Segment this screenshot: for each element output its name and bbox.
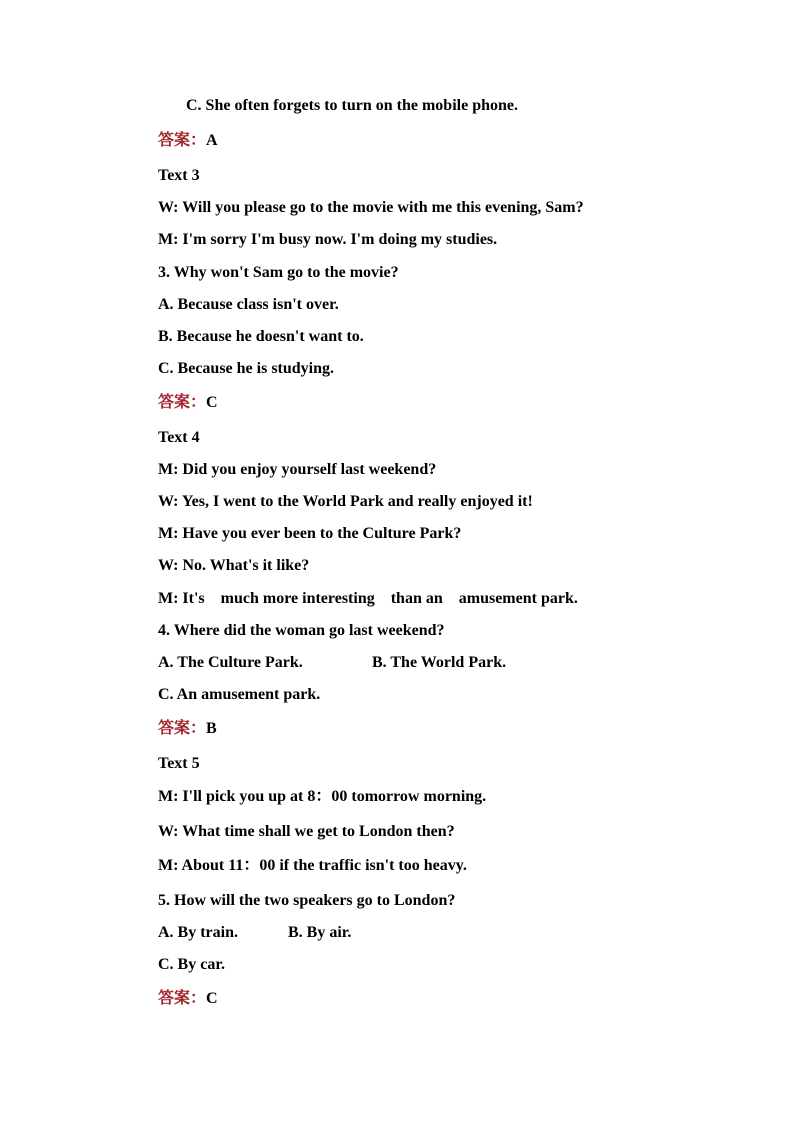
option-a-q3: A. Because class isn't over. [158,296,339,313]
text4-line-w1: W: Yes, I went to the World Park and really enjoyed it! [158,493,533,510]
answer-value: C [206,990,218,1007]
text4-line-m2: M: Have you ever been to the Culture Park? [158,525,462,542]
text4-line-m3: M: It's much more interesting than an amusement park. [158,590,578,607]
option-c-q4: C. An amusement park. [158,686,321,703]
option-c-q5: C. By car. [158,956,225,973]
answer-label: 答案： [158,394,207,411]
answer-value: A [206,132,218,149]
option-c-q3: C. Because he is studying. [158,360,335,377]
text5-line-m2: M: About 11：00 if the traffic isn't too heavy. [158,857,467,874]
text5-title: Text 5 [158,755,200,772]
text4-line-m1: M: Did you enjoy yourself last weekend? [158,461,437,478]
text3-line-m1: M: I'm sorry I'm busy now. I'm doing my studies. [158,231,498,248]
answer-label: 答案： [158,990,207,1007]
option-b-q5: B. By air. [288,924,352,941]
text3-title: Text 3 [158,167,200,184]
option-c-q2: C. She often forgets to turn on the mobile phone. [186,97,518,114]
option-a-q5: A. By train. [158,924,238,941]
answer-q2 [158,131,218,151]
answer-q4 [158,719,217,739]
text4-title: Text 4 [158,429,200,446]
text5-line-m1: M: I'll pick you up at 8：00 tomorrow morning. [158,788,487,805]
option-a-q4: A. The Culture Park. [158,654,303,671]
question-4: 4. Where did the woman go last weekend? [158,622,445,639]
option-b-q3: B. Because he doesn't want to. [158,328,364,345]
answer-label: 答案： [158,720,207,737]
answer-q3 [158,393,218,413]
text5-line-w1: W: What time shall we get to London then? [158,823,455,840]
question-5: 5. How will the two speakers go to London? [158,892,456,909]
option-b-q4: B. The World Park. [372,654,507,671]
text4-line-w2: W: No. What's it like? [158,557,310,574]
text3-line-w1: W: Will you please go to the movie with me this evening, Sam? [158,199,584,216]
answer-value: B [206,720,217,737]
question-3: 3. Why won't Sam go to the movie? [158,264,399,281]
answer-label: 答案： [158,132,207,149]
answer-value: C [206,394,218,411]
answer-q5 [158,989,218,1009]
